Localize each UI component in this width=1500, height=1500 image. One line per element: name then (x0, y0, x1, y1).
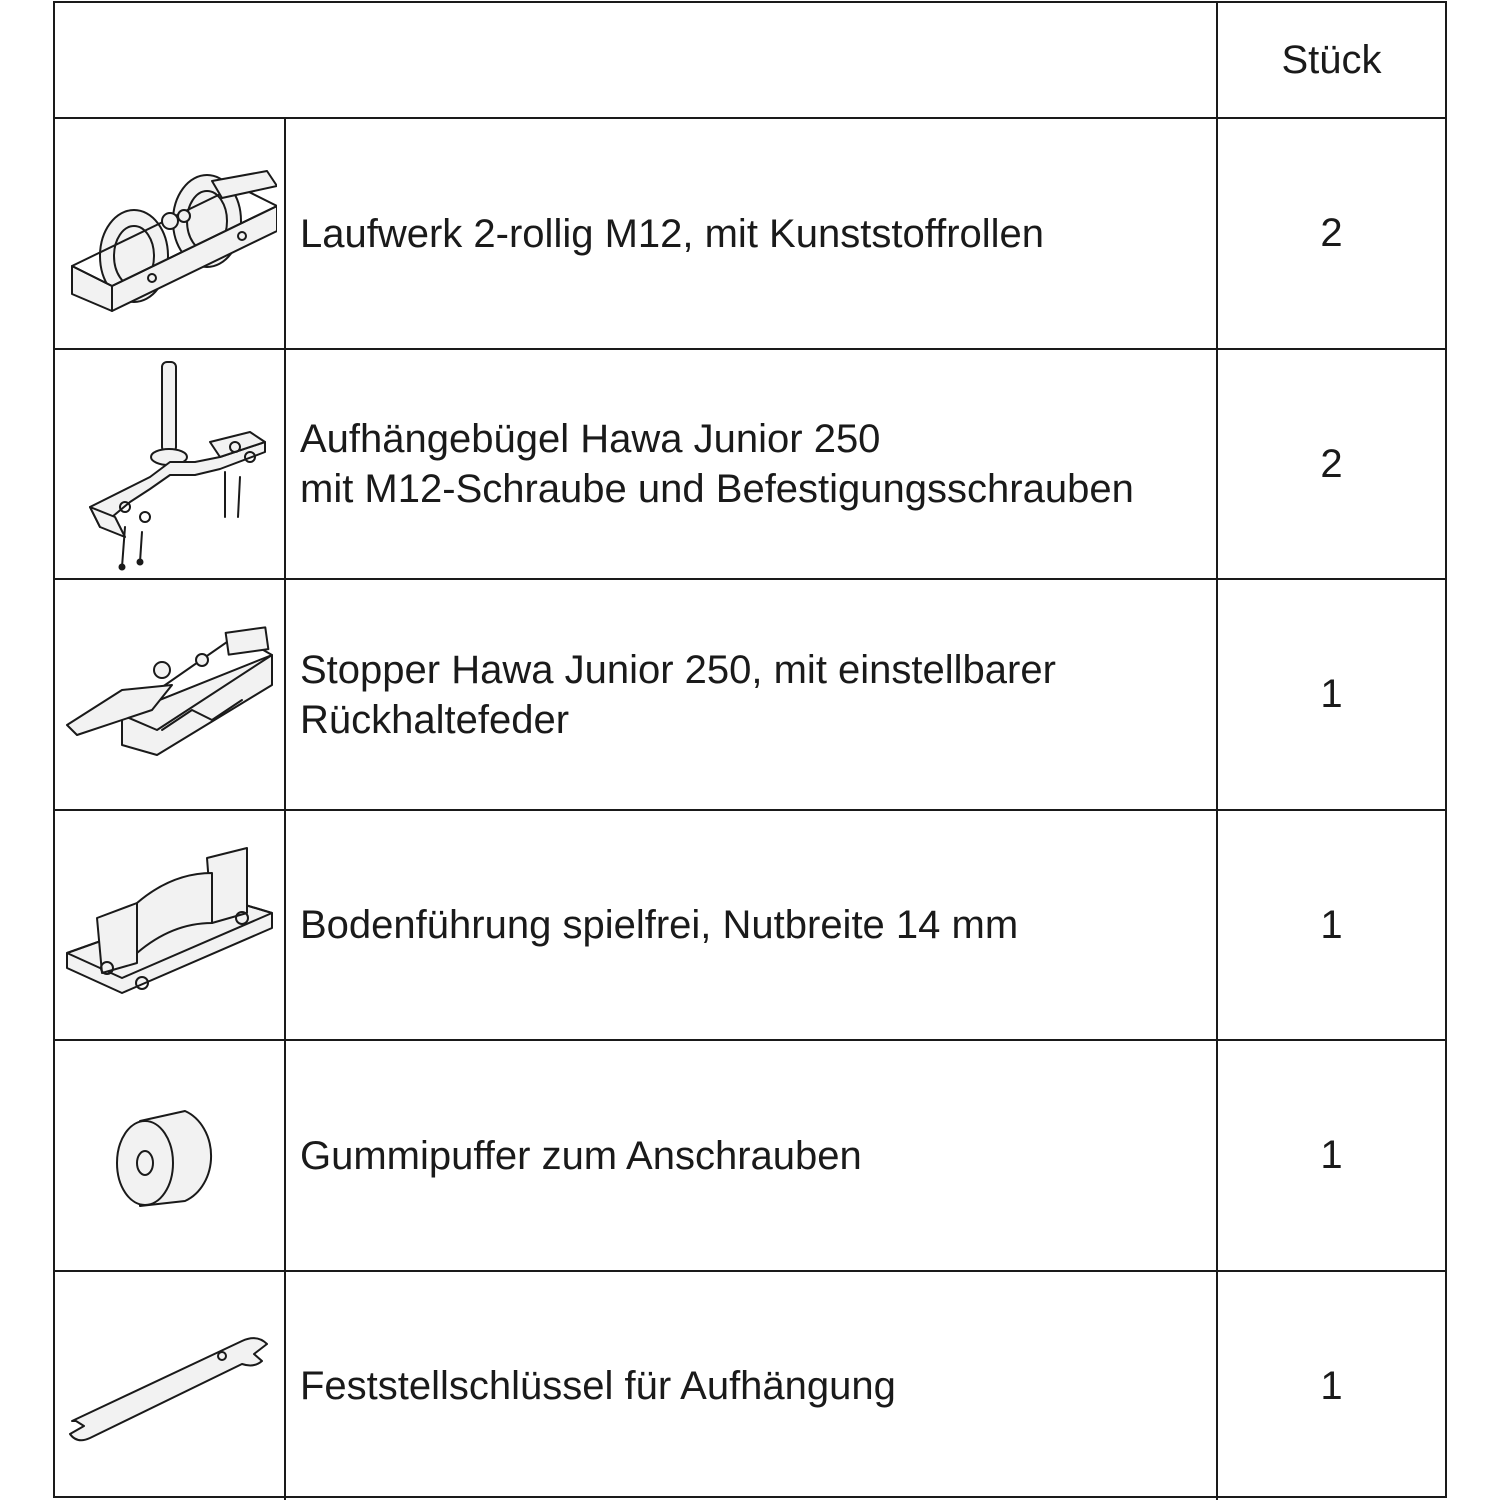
item-image-cell (55, 811, 286, 1039)
item-image-cell (55, 580, 286, 809)
item-description: Laufwerk 2-rollig M12, mit Kunststoffrollen (286, 119, 1218, 348)
table-row (55, 1041, 1445, 1272)
item-description: Aufhängebügel Hawa Junior 250 mit M12-Schraube und Befestigungsschrauben (286, 350, 1218, 578)
suspension-bracket-icon (70, 357, 270, 572)
table-header-row (55, 3, 1445, 119)
header-blank-cell (55, 3, 1218, 117)
item-description: Gummipuffer zum Anschrauben (286, 1041, 1218, 1270)
item-image-cell (55, 350, 286, 578)
item-quantity: 2 (1320, 211, 1343, 255)
table-row (55, 811, 1445, 1041)
trolley-2-wheel-icon (62, 146, 277, 321)
item-description: Bodenführung spielfrei, Nutbreite 14 mm (286, 811, 1218, 1039)
locking-key-icon (62, 1326, 277, 1446)
table-row (55, 350, 1445, 580)
item-quantity: 1 (1320, 1133, 1343, 1177)
item-image-cell (55, 1272, 286, 1500)
table-row (55, 580, 1445, 811)
stopper-icon (62, 625, 277, 765)
rubber-buffer-icon (110, 1101, 230, 1211)
table-row (55, 119, 1445, 350)
parts-table (53, 1, 1447, 1498)
item-quantity: 1 (1320, 902, 1343, 947)
table-row (55, 1272, 1445, 1500)
item-image-cell (55, 1041, 286, 1270)
floor-guide-icon (62, 843, 277, 1008)
item-description: Stopper Hawa Junior 250, mit einstellbarer Rückhaltefeder (286, 580, 1218, 809)
item-quantity: 1 (1320, 672, 1343, 716)
item-quantity: 1 (1320, 1363, 1343, 1408)
quantity-column-header: Stück (1281, 37, 1382, 82)
item-quantity: 2 (1320, 441, 1343, 486)
item-description: Feststellschlüssel für Aufhängung (286, 1272, 1218, 1500)
item-image-cell (55, 119, 286, 348)
